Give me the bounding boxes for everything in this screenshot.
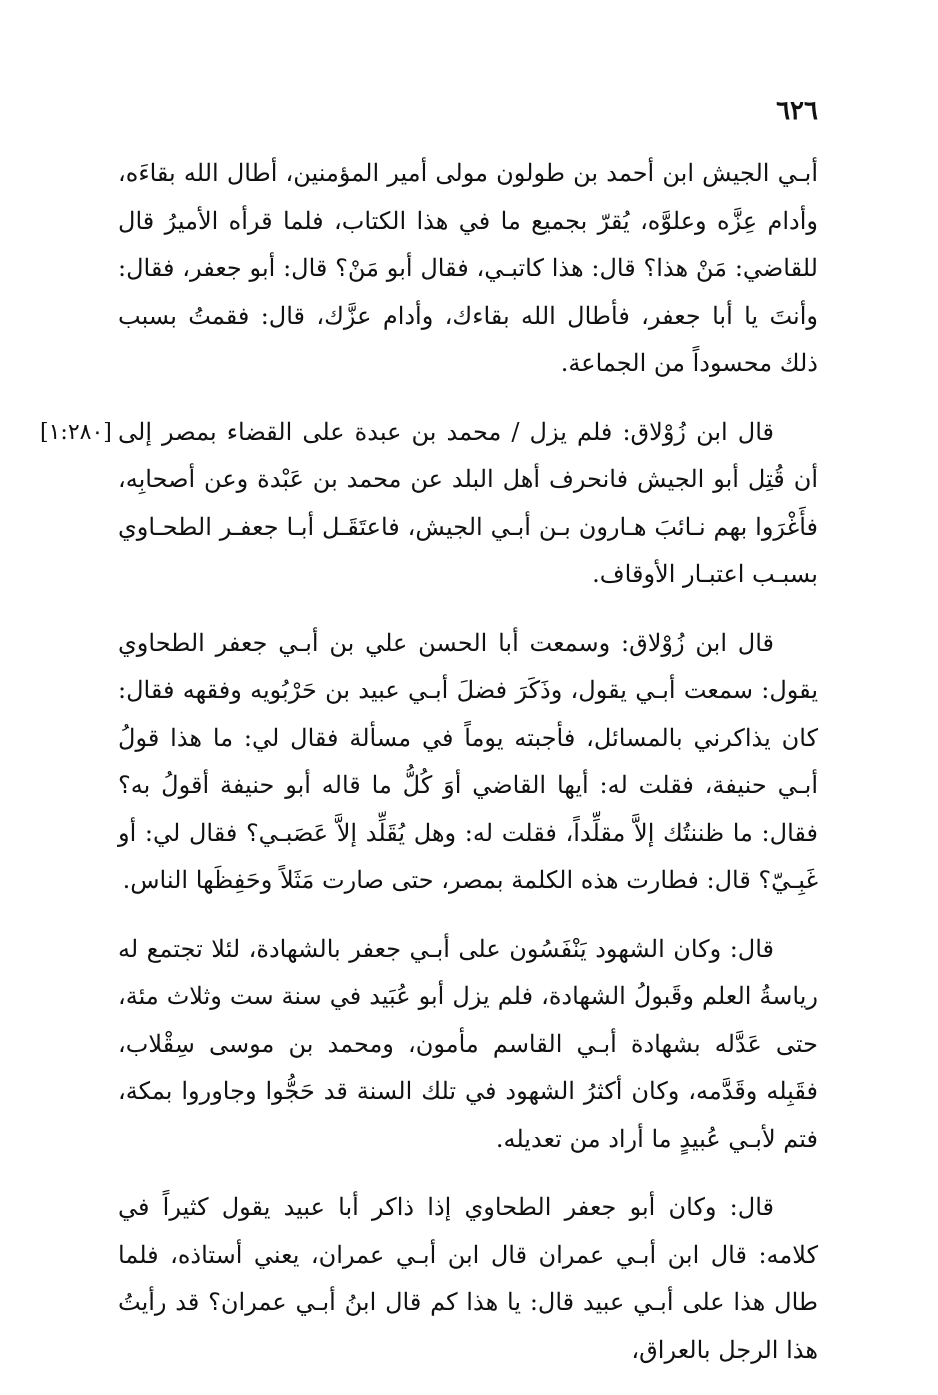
paragraph-1: أبـي الجيش ابن أحمد بن طولون مولى أمير المؤمنين، أطال الله بقاءَه، وأدام عِزَّه وعلوَّه، يُقرّ بجميع ما في هذا الكتاب، فلما قرأه الأميرُ قال للقاضي: مَنْ هذا؟ قال: هذا كاتبـي، فقال أبو مَنْ؟ قال: أبو جعفر، فقال: وأنتَ يا أبا جعفر، فأطال الله بقاءك، وأدام عزَّك، قال: فقمتُ بسبب ذلك محسوداً من الجماعة. — [118, 159, 818, 377]
paragraph-2: قال ابن زُوْلاق: فلم يزل / محمد بن عبدة على القضاء بمصر إلى أن قُتِل أبو الجيش فانحرف أهل البلد عن محمد بن عَبْدة وعن أصحابِه، فأَغْرَوا بهم نـائبَ هـارون بـن أبـي الجيش، فاعتَقَـل أبـا جعفـر الطحـاوي بسبـب اعتبـار الأوقاف. — [118, 417, 818, 588]
volume-page-reference: [١:٢٨٠] — [40, 419, 112, 445]
page-body — [40, 150, 819, 1395]
paragraph-3: قال ابن زُوْلاق: وسمعت أبا الحسن علي بن أبـي جعفر الطحاوي يقول: سمعت أبـي يقول، وذَكَرَ فضلَ أبـي عبيد بن حَرْبُويه وفقهه فقال: كان يذاكرني بالمسائل، فأجبته يوماً في مسألة فقال لي: ما هذا قولُ أبـي حنيفة، فقلت له: أيها القاضي أوَ كُلُّ ما قاله أبو حنيفة أقولُ به؟ فقال: ما ظننتُك إلاَّ مقلِّداً، فقلت له: وهل يُقَلِّد إلاَّ عَصَبـي؟ فقال لي: أو غَبِـيّ؟ قال: فطارت هذه الكلمة بمصر، حتى صارت مَثَلاً وحَفِظَها الناس. — [118, 628, 819, 894]
page-number: ٦٢٦ — [776, 96, 818, 126]
paragraph-5: قال: وكان أبو جعفر الطحاوي إذا ذاكر أبا عبيد يقول كثيراً في كلامه: قال ابن أبـي عمران قال ابن أبـي عمران، يعني أستاذه، فلما طال هذا على أبـي عبيد قال: يا هذا كم قال ابنُ أبـي عمران؟ قد رأيتُ هذا الرجل بالعراق، — [118, 1193, 818, 1364]
paragraph-2-block — [40, 409, 818, 599]
paragraph-4: قال: وكان الشهود يَنْفَسُون على أبـي جعفر بالشهادة، لئلا تجتمع له رياسةُ العلم وقَبولُ الشهادة، فلم يزل أبو عُبَيد في سنة ست وثلاث مئة، حتى عَدَّله بشهادة أبـي القاسم مأمون، ومحمد بن موسى سِقْلاب، فقَبِله وقَدَّمه، وكان أكثرُ الشهود في تلك السنة قد حَجُّوا وجاوروا بمكة، فتم لأبـي عُبيدٍ ما أراد من تعديله. — [118, 934, 818, 1153]
